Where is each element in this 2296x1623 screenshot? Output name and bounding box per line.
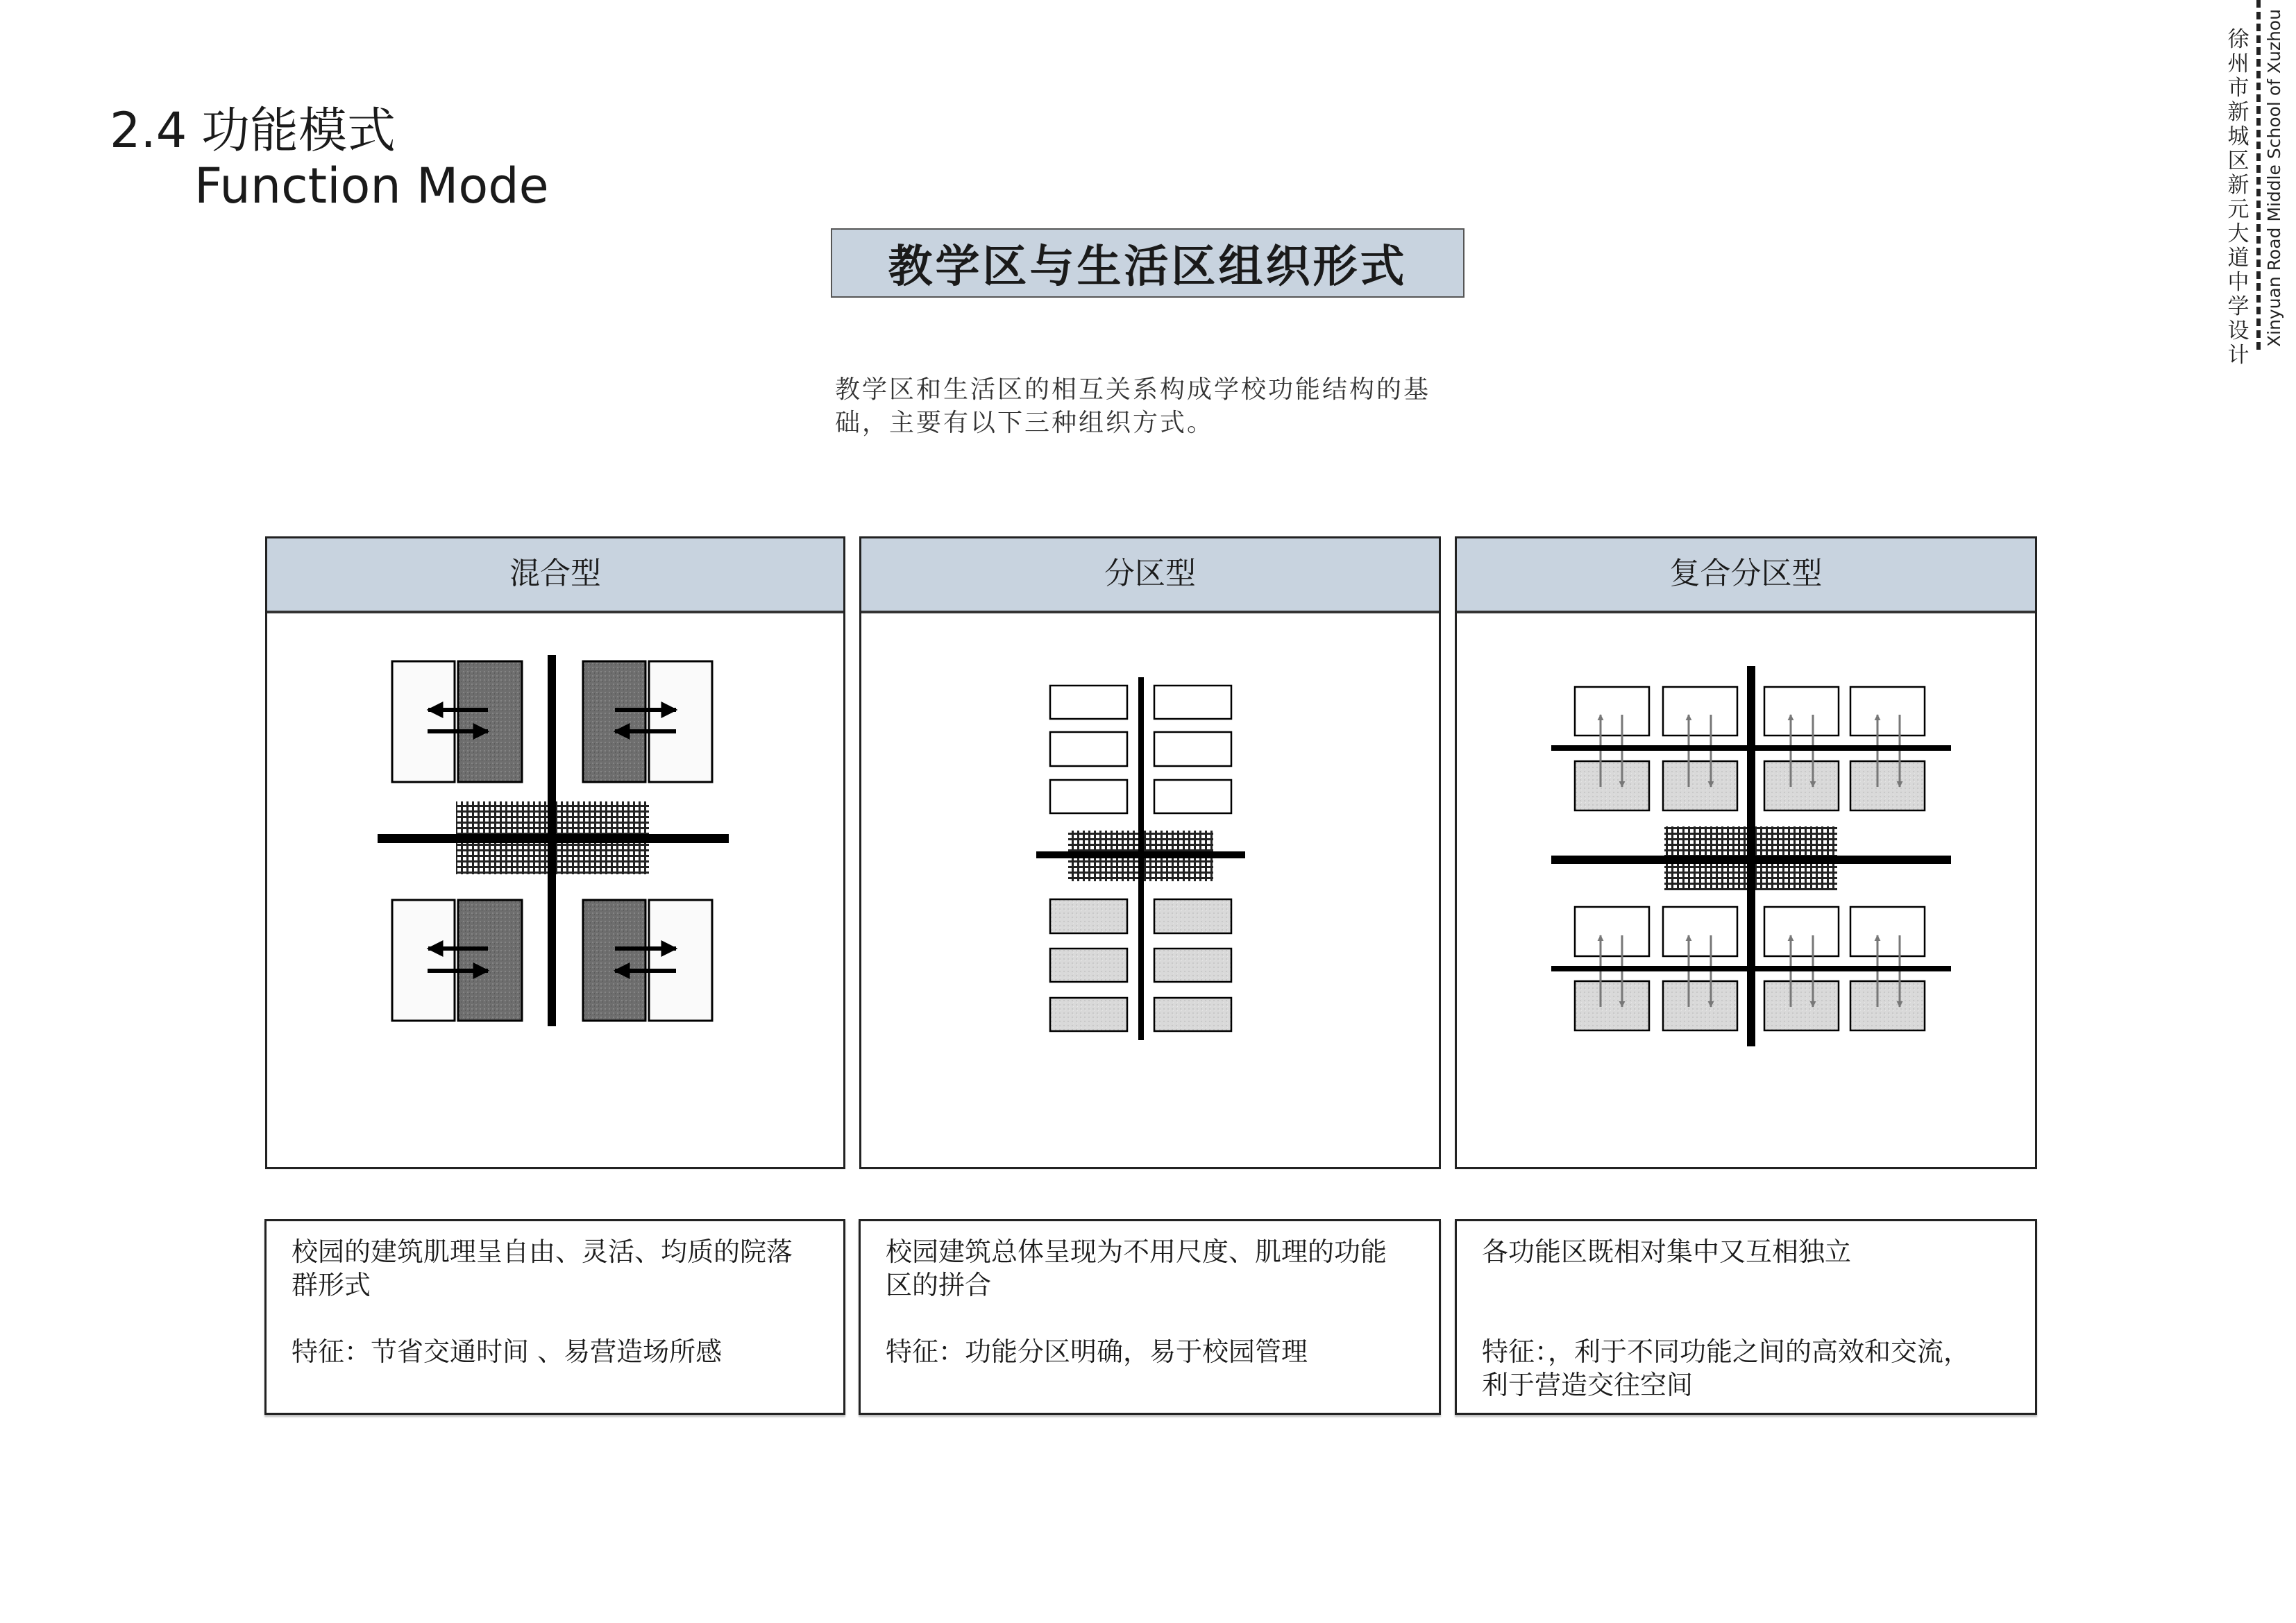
project-title-char: 市 — [2227, 76, 2249, 101]
project-title-char: 城 — [2227, 124, 2249, 149]
project-title-char: 学 — [2227, 294, 2249, 319]
project-title-char: 计 — [2227, 343, 2249, 368]
feature-text: 特征：功能分区明确，易于校园管理 — [886, 1336, 1308, 1367]
desc-mixed — [264, 1219, 845, 1415]
section-title-cn: 功能模式 — [201, 102, 396, 159]
panel-label: 复合分区型 — [1457, 538, 2035, 613]
feature-text: 利于营造交往空间 — [1482, 1370, 1694, 1400]
panel-label: 混合型 — [267, 538, 843, 613]
project-title-char: 元 — [2227, 197, 2249, 222]
project-title-char: 大 — [2227, 221, 2249, 246]
project-title-char: 州 — [2227, 51, 2249, 76]
desc-text: 群形式 — [292, 1270, 371, 1300]
main-title: 教学区与生活区组织形式 — [831, 228, 1464, 298]
project-title-char: 新 — [2227, 173, 2249, 198]
project-title-char: 新 — [2227, 100, 2249, 125]
desc-text: 各功能区既相对集中又互相独立 — [1482, 1237, 1852, 1267]
panel-label: 分区型 — [861, 538, 1439, 613]
diagram-composite-zoned — [1551, 666, 1951, 1046]
diagram-zoned — [1036, 677, 1245, 1040]
desc-text: 校园的建筑肌理呈自由、灵活、均质的院落 — [292, 1237, 793, 1267]
intro-line: 础，主要有以下三种组织方式。 — [835, 409, 1215, 437]
project-title-char: 设 — [2227, 318, 2249, 343]
desc-text: 校园建筑总体呈现为不用尺度、肌理的功能 — [886, 1237, 1387, 1267]
section-number: 2.4 — [110, 102, 187, 159]
project-title-char: 徐 — [2227, 27, 2249, 52]
desc-composite-zoned — [1455, 1219, 2037, 1415]
project-title-en-text: Xinyuan Road Middle School of Xuzhou — [2264, 9, 2284, 347]
project-title-char: 中 — [2227, 270, 2249, 295]
diagram-mixed — [378, 655, 729, 1026]
desc-zoned — [859, 1219, 1441, 1415]
project-title-char: 区 — [2227, 148, 2249, 173]
intro-line: 教学区和生活区的相互关系构成学校功能结构的基 — [835, 375, 1431, 404]
desc-text: 区的拼合 — [886, 1270, 992, 1300]
project-title-char: 道 — [2227, 246, 2249, 271]
feature-text: 特征：，利于不同功能之间的高效和交流， — [1482, 1336, 1970, 1367]
feature-text: 特征：节省交通时间 、易营造场所感 — [292, 1336, 723, 1367]
section-title-en: Function Mode — [194, 158, 549, 214]
